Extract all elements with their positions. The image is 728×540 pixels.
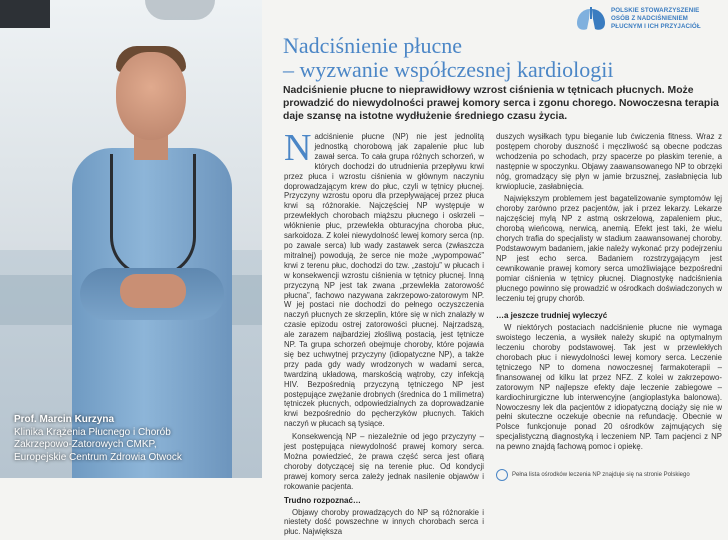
footnote	[496, 469, 722, 481]
caption-name: Prof. Marcin Kurzyna	[14, 414, 115, 425]
hands-shape	[120, 274, 186, 308]
article-title	[283, 34, 723, 82]
monitor-shape	[0, 0, 50, 28]
paragraph: duszych wysiłkach typu bieganie lub ćwiczenia fitness. Wraz z postępem choroby duszność i męczliwość są obecne podczas wchodzenia po schodach, przy spacerze po płaskim terenie, a następnie w spoczynku. Objawy zaawansowanego NP to obrzęki nóg, gromadzący się płyn w jamie brzusznej, zasłabnięcia lub krwioplucie, zasłabnięcia.	[496, 132, 722, 191]
caption-line: Zakrzepowo-Zatorowych CMKP,	[14, 439, 157, 450]
exam-lamp-shape	[145, 0, 215, 20]
caption-line: Europejskie Centrum Zdrowia Otwock	[14, 451, 182, 463]
caption-line: Klinika Krążenia Płucnego i Chorób	[14, 426, 171, 438]
text-column-1	[284, 127, 484, 540]
lungs-logo-icon	[573, 7, 609, 33]
head-shape	[116, 52, 186, 140]
paragraph-text: adciśnienie płucne (NP) nie jest jednolitą jednostką chorobową jak zapalenie płuc lub zawał serca. To cała grupa różnych schorzeń, w których dochodzi do utrudnienia przepływu krwi przez płuca i wzrostu ciśnienia w głównym naczyniu doprowadzającym krew do płuc, czyli w tętnicy płucnej. Przyczyny wzrostu oporu dla przepływającej przez płuca krwi są różnorakie. Najczęściej NP występuje w przewlekłych chorobach miąższu płucnego i oskrzeli – włóknienie płuc, przewlekła obturacyjna choroba płuc, sarkoidoza. Z kolei niewydolność lewej komory serca (np. po zawale serca) lub wady zastawek serca (zwłaszcza mitralnej) powodują, że serce nie może „wypompować” krwi z terenu płuc, dochodzi do tzw. „zastoju” w płucach i w konsekwencji wzrostu ciśnienia w tętnicy płucnej. Inną przyczyną NP jest tak zwana „przewlekła zatorowość płucna”, fachowo nazywana zakrzepowo-zatorowym NP. W jej postaci nie dochodzi do pełnego oczyszczenia naczyń płucnych ze skrzeplin, które się w nich znalazły w czasie epizodu ostrej zatorowości płucnej. Najrzadszą, ale zarazem najbardziej złośliwą postacią, jest tętnicze NP. Ta grupa schorzeń obejmuje choroby, które pojawia się bez uchwytnej przyczyny (idiopatyczne NP), a także przy pada gdy wady wrodzonych w wadami serca, twardziną układową, marskością wątroby, czy infekcją HIV. Bezpośrednią przyczyną tętniczego NP jest postępujące zwężanie drobnych (średnica do 1 milimetra) tętniczek płucnych, odpowiedzialnych za doprowadzanie krwi bezpośrednio do pęcherzyków płucnych. Takich naczyń w płucach są tysiące.	[284, 132, 484, 429]
footnote-bullet-icon	[496, 469, 508, 481]
photo-caption	[14, 414, 254, 464]
section-heading: …a jeszcze trudniej wyleczyć	[496, 311, 608, 321]
title-line-1: Nadciśnienie płucne	[283, 33, 462, 58]
logo-line: POLSKIE STOWARZYSZENIE	[611, 7, 700, 14]
drop-cap: N	[284, 127, 312, 169]
title-line-2: – wyzwanie współczesnej kardiologii	[283, 57, 614, 82]
paragraph: Konsekwencją NP – niezależnie od jego przyczyny – jest postępująca niewydolność prawej komory serca. Można powiedzieć, że prawa część serca jest ofiarą choroby dotyczącej się na terenie płuc. Od kondycji prawej komory serca zależy jednak nasilenie objawów i rokowanie pacjenta.	[284, 432, 484, 491]
logo-text	[611, 7, 723, 31]
paragraph	[284, 127, 484, 429]
logo-line: PŁUCNYM I ICH PRZYJACIÓŁ	[611, 23, 701, 30]
section-heading: Trudno rozpoznać…	[284, 495, 361, 505]
stethoscope-shape	[110, 154, 196, 277]
paragraph: Objawy choroby prowadzących do NP są różnorakie i niestety dość powszechne w innych chorobach serca i płuc. Największa	[284, 507, 484, 537]
association-logo	[573, 3, 723, 37]
article-lead: Nadciśnienie płucne to nieprawidłowy wzrost ciśnienia w tętnicach płucnych. Może prowadzić do niewydolności prawej komory serca i zgonu chorego. Nowoczesna terapia daje szansę na istotne wydłużenie średniego czasu życia.	[283, 85, 719, 122]
logo-line: OSÓB Z NADCIŚNIENIEM	[611, 15, 688, 22]
paragraph: W niektórych postaciach nadciśnienie płucne nie wymaga swoistego leczenia, a wysiłek należy skupić na optymalnym leczeniu choroby podstawowej. Tak jest w przewlekłych chorobach płuc i niewydolności lewej komory serca. Leczenie tętniczego NP to domena nowoczesnej farmakoterapii – finansowanej od kilku lat przez NFZ. Z kolei w zakrzepowo-zatorowym NP najlepsze efekty daje leczenie zabiegowe – kardiochirurgiczne lub interwencyjne (angioplastyka balonowa). Nowoczesny lek dla pacjentów z idiopatyczną dociąży się nie w pełni skuteczne oczekuje obecnie na refundację. Obecnie w Polsce funkcjonuje ponad 20 ośrodków zajmujących się specjalistyczną diagnostyką i leczeniem NP. Tam pacjenci z NP na pewno znajdą fachową pomoc i opiekę.	[496, 323, 722, 452]
text-column-2	[496, 132, 722, 455]
doctor-photo	[0, 0, 262, 478]
footnote-text: Pełna lista ośrodków leczenia NP znajduje się na stronie Polskiego	[512, 472, 690, 478]
paragraph: Największym problemem jest bagatelizowanie symptomów lęj choroby zarówno przez pacjentów, jak i przez lekarzy. Lekarze najczęściej mylą NP z astmą oskrzelową, zapaleniem płuc, chorobą wieńcową, nerwicą, anemią. Efekt jest taki, że wielu chorych trafia do specjalisty w stadium zaawansowanej choroby. Podstawowym badaniem, jakie należy wykonać przy podejrzeniu NP jest echo serca. Badaniem rozstrzygającym jest cewnikowanie prawej komory serca umożliwiające bezpośredni pomiar ciśnienia w tętnicy płucnej. Diagnostykę nadciśnienia płucnego powinno się prowadzić w ośrodkach doświadczonych w leczeniu tej grupy chorób.	[496, 194, 722, 303]
doctor-figure	[72, 36, 232, 478]
